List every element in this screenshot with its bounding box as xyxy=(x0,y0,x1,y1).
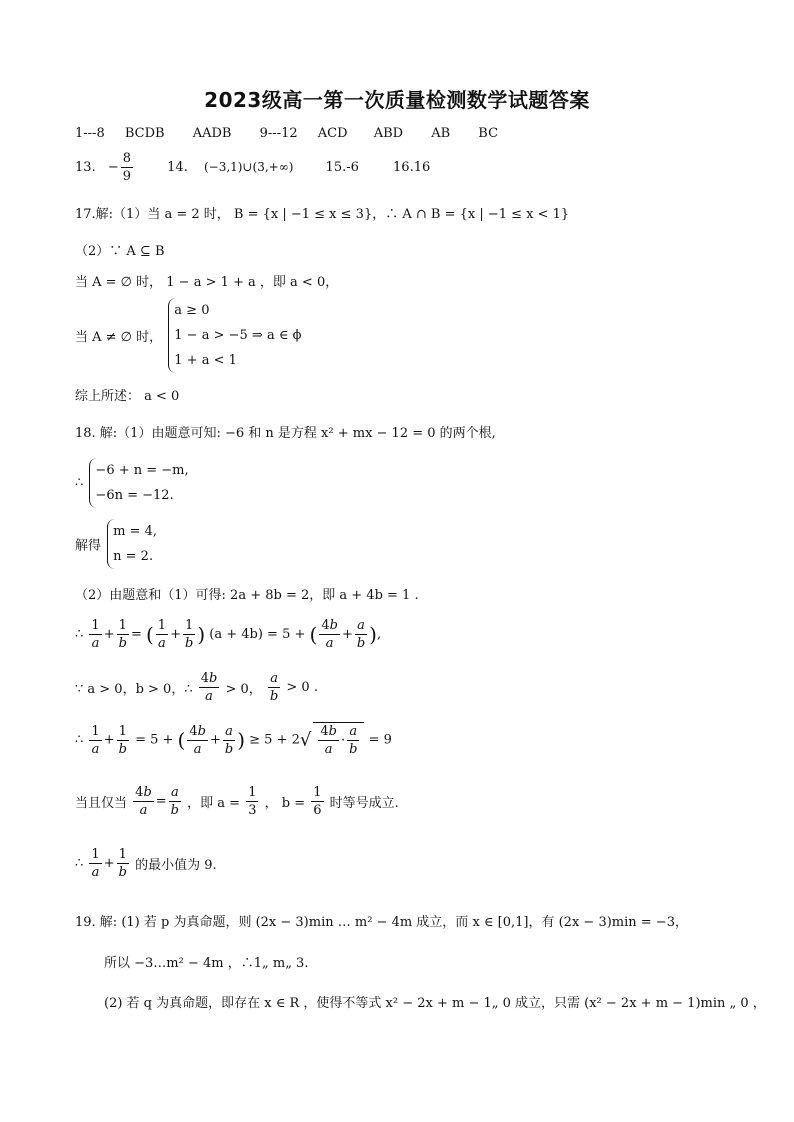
q14-value: (−3,1)∪(3,+∞) xyxy=(203,160,294,174)
q19-line2: 所以 −3…m² − 4m ，∴1„ m„ 3. xyxy=(104,956,309,971)
q18-line1: 18. 解:（1）由题意可知: −6 和 n 是方程 x² + mx − 12 = 0 的两个根, xyxy=(75,426,496,441)
q17-system: a ≥ 0 1 − a > −5 ⇒ a ∈ ϕ 1 + a < 1 xyxy=(168,298,301,373)
answer-group: BC xyxy=(478,126,499,141)
range-9-12: 9---12 xyxy=(259,126,298,141)
answer-group: ACD xyxy=(317,126,348,141)
q14-label: 14. xyxy=(167,160,188,175)
q17-conclusion: 综上所述： a < 0 xyxy=(75,389,180,404)
q15-answer: 15.-6 xyxy=(325,160,359,175)
q18-line6: 当且仅当 $\frac{4b}{a}$ = $\frac{a}{b}$ ，即 a = $\frac{1}{3}$ ， b = $\frac{1}{6}$ 时等号成立. xyxy=(75,785,399,818)
q18-system2: 解得 m = 4, n = 2. xyxy=(75,519,157,569)
q17-system-line: 当 A ≠ ∅ 时， a ≥ 0 1 − a > −5 ⇒ a ∈ ϕ 1 + a < 1 xyxy=(75,298,301,373)
answer-group: BCDB xyxy=(124,126,165,141)
fill-answers-row: 13. − $\frac{8}{9}$ 14. (−3,1)∪(3,+∞) 15.-6 16.16 xyxy=(75,151,431,184)
q16-answer: 16.16 xyxy=(393,160,431,175)
q18-line5: ∴ $\frac{1}{a}$ + $\frac{1}{b}$ = 5 + ( $\frac{4b}{a}$ + $\frac{a}{b}$ ) ≥ 5 + 2√ $\frac{4b}{a}$ · $\frac{a}{b}$ = 9 xyxy=(75,723,392,757)
page-title: 2023级高一第一次质量检测数学试题答案 xyxy=(204,88,590,112)
mc-answers-row xyxy=(75,126,498,141)
answer-group: AADB xyxy=(192,126,232,141)
range-1-8: 1---8 xyxy=(75,126,105,141)
answer-group: ABD xyxy=(373,126,404,141)
q19-line3: (2) 若 q 为真命题，即存在 x ∈ R ，使得不等式 x² − 2x + m − 1„ 0 成立，只需 (x² − 2x + m − 1)min „ 0 ， xyxy=(104,996,766,1011)
q13-fraction: $\frac{8}{9}$ xyxy=(122,151,132,184)
q18-line7: ∴ $\frac{1}{a}$ + $\frac{1}{b}$ 的最小值为 9. xyxy=(75,847,217,880)
answer-group: AB xyxy=(431,126,451,141)
q17-line3: 当 A = ∅ 时， 1 − a > 1 + a ，即 a < 0， xyxy=(75,275,339,290)
q18-system1: ∴ −6 + n = −m, −6n = −12. xyxy=(75,458,189,508)
q18-line2: （2）由题意和（1）可得: 2a + 8b = 2，即 a + 4b = 1 . xyxy=(75,588,419,603)
q17-line2: （2）∵ A ⊆ B xyxy=(75,244,165,259)
q19-line1: 19. 解: (1) 若 p 为真命题，则 (2x − 3)min … m² − 4m 成立，而 x ∈ [0,1]，有 (2x − 3)min = −3， xyxy=(75,915,688,930)
q18-line3: ∴ $\frac{1}{a}$ + $\frac{1}{b}$ = ( $\frac{1}{a}$ + $\frac{1}{b}$ ) (a + 4b) = 5 + ( $\frac{4b}{a}$ + $\frac{a}{b}$ ), xyxy=(75,618,382,651)
q18-line4: ∵ a > 0，b > 0，∴ $\frac{4b}{a}$ > 0， $\frac{a}{b}$ > 0 . xyxy=(75,671,318,704)
q13-label: 13. xyxy=(75,160,96,175)
q17-line1: 17.解:（1）当 a = 2 时， B = {x | −1 ≤ x ≤ 3}，∴ A ∩ B = {x | −1 ≤ x < 1} xyxy=(75,207,570,222)
